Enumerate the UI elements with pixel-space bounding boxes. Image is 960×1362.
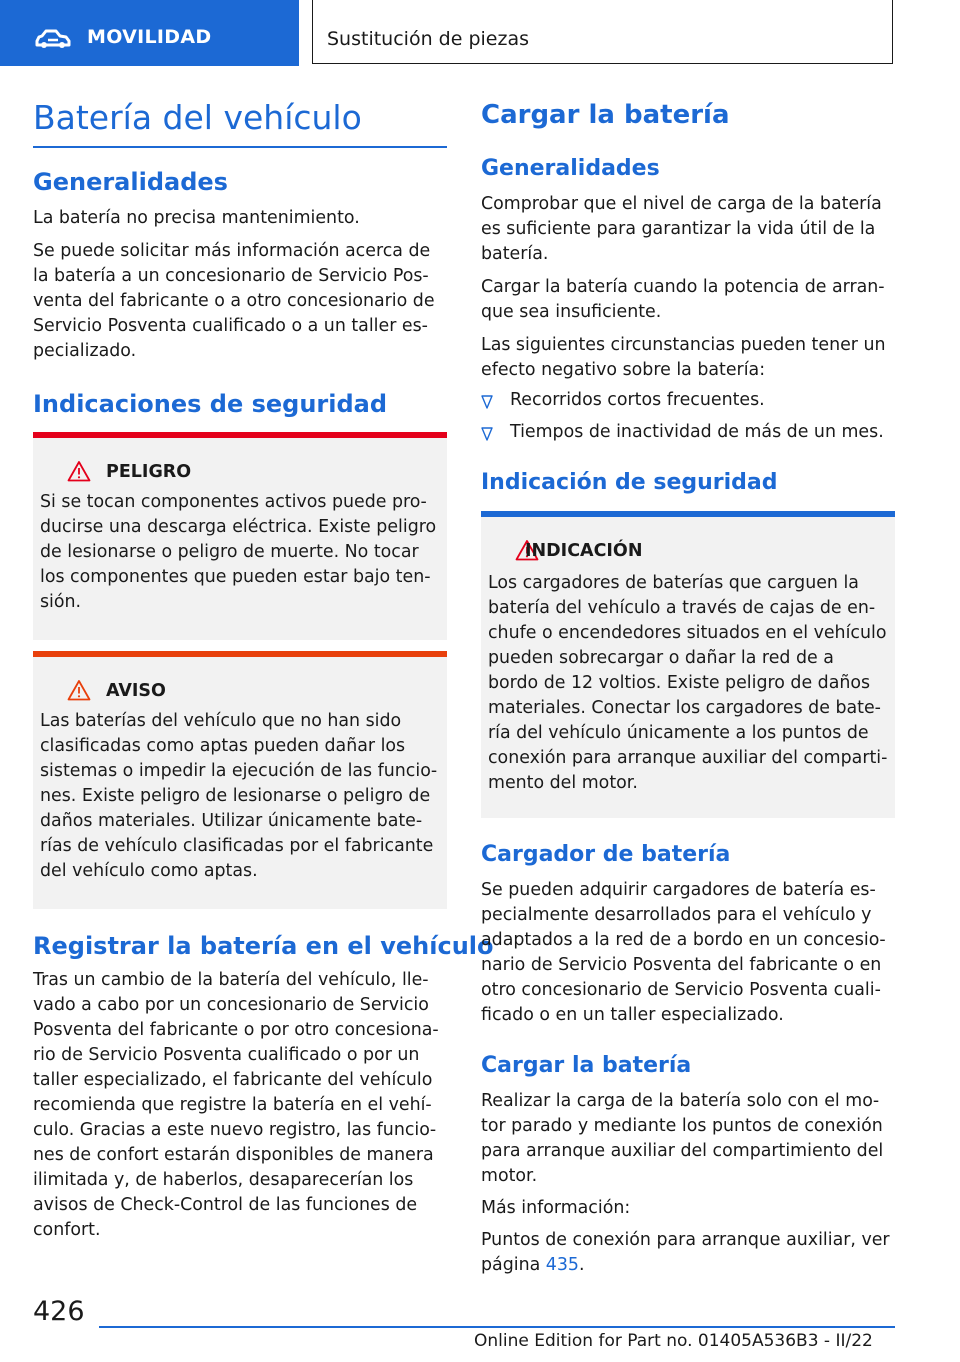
notice-title: PELIGRO [106,462,192,482]
text-line: Las siguientes circunstancias pueden tener un [481,335,886,355]
heading-cargador-bateria: Cargador de batería [481,842,731,867]
text-line: pecializado. [33,341,137,361]
section-tab-movilidad [0,0,299,66]
paragraph-comprobar [481,192,895,267]
ref-suffix: . [578,1255,585,1275]
notice-body [40,709,444,884]
section-label: MOVILIDAD [87,26,212,48]
text-line: sistemas o impedir la ejecución de las funcio‐ [40,761,438,781]
text-line: es suficiente para garantizar la vida útil de la [481,219,876,239]
paragraph-cargar-cuando [481,275,895,325]
text-line: Posventa del fabricante o por otro concesiona‐ [33,1020,439,1040]
chapter-label: Sustitución de piezas [327,28,529,50]
text-line: culo. Gracias a este nuevo registro, las funcio‐ [33,1120,437,1140]
list-item-text: Recorridos cortos frecuentes. [510,390,765,410]
paragraph-registrar [33,968,447,1243]
paragraph-mas-info [481,1196,895,1221]
text-line: Comprobar que el nivel de carga de la batería [481,194,882,214]
text-line: Se puede solicitar más información acerca de [33,241,431,261]
text-line: ría del vehículo únicamente a los puntos de [488,723,869,743]
bullet-triangle-icon [481,427,493,441]
heading-indicacion-seguridad: Indicación de seguridad [481,470,778,495]
notice-body [488,571,892,796]
page-number: 426 [33,1296,85,1327]
text-line: ilimitada y, de haberlos, desaparecerían los [33,1170,414,1190]
text-line: vado a cabo por un concesionario de Servicio [33,995,429,1015]
text-line: del vehículo como aptas. [40,861,258,881]
text-line: confort. [33,1220,101,1240]
text-line: Cargar la batería cuando la potencia de arran‐ [481,277,885,297]
text-line: bordo de 12 voltios. Existe peligro de daños [488,673,871,693]
text-line: sión. [40,592,82,612]
text-line: conexión para arranque auxiliar del comparti‐ [488,748,888,768]
text-line: para arranque auxiliar del compartimiento del [481,1141,884,1161]
page-header [0,0,960,66]
page-reference-link[interactable]: 435 [545,1255,579,1275]
heading-generalidades-right: Generalidades [481,156,660,181]
title-rule [33,146,447,148]
ref-prefix: página [481,1255,546,1275]
page-title-bateria: Batería del vehículo [33,98,362,137]
notice-bar-danger [33,432,447,438]
warning-triangle-icon [67,460,91,482]
notice-indicacion [481,511,895,818]
notice-title: AVISO [106,681,166,701]
list-item [481,422,895,447]
paragraph-realizar-carga [481,1089,895,1189]
bullet-triangle-icon [481,395,493,409]
text-line: los componentes que pueden estar bajo ten‐ [40,567,431,587]
text-line: chufe o encendedores situados en el vehículo [488,623,887,643]
text-line: rías de vehículo clasificadas por el fabricante [40,836,434,856]
text-line: Realizar la carga de la batería solo con el mo‐ [481,1091,880,1111]
text-line: Tras un cambio de la batería del vehículo, lle‐ [33,970,429,990]
text-line: avisos de Check-Control de las funciones de [33,1195,418,1215]
warning-triangle-icon [67,679,91,701]
text-line: pueden sobrecargar o dañar la red de a [488,648,834,668]
text-line: la batería a un concesionario de Servicio Pos‐ [33,266,429,286]
paragraph-mantenimiento [33,206,447,231]
text-line: batería. [481,244,549,264]
notice-body [40,490,444,615]
text-line: Más información: [481,1198,631,1218]
text-line: batería del vehículo a través de cajas de en‐ [488,598,876,618]
text-line: clasificadas como aptas pueden dañar los [40,736,406,756]
text-line: nes de confort estarán disponibles de manera [33,1145,434,1165]
text-line: motor. [481,1166,538,1186]
text-line: tor parado y mediante los puntos de conexión [481,1116,883,1136]
text-line: La batería no precisa mantenimiento. [33,208,360,228]
chapter-box [312,0,893,64]
text-line: Servicio Posventa cualificado o a un taller es‐ [33,316,428,336]
notice-bar-warning [33,651,447,657]
text-line: taller especializado, el fabricante del vehículo [33,1070,433,1090]
heading-cargar-bateria: Cargar la batería [481,100,730,130]
heading-registrar-bateria: Registrar la batería en el vehículo [33,932,494,960]
paragraph-referencia [481,1228,895,1278]
text-line: de lesionarse o peligro de muerte. No tocar [40,542,419,562]
footer-rule [99,1326,895,1328]
text-line: venta del fabricante o a otro concesionario de [33,291,435,311]
paragraph-circunstancias [481,333,895,383]
text-line: ficado o en un taller especializado. [481,1005,784,1025]
text-line: Puntos de conexión para arranque auxiliar, ver [481,1230,890,1250]
text-line: materiales. Conectar los cargadores de bate‐ [488,698,881,718]
text-line: recomienda que registre la batería en el vehí‐ [33,1095,432,1115]
notice-peligro [33,432,447,640]
list-item [481,390,895,415]
paragraph-cargador [481,878,895,1028]
heading-cargar-bateria-sub: Cargar la batería [481,1053,692,1078]
notice-aviso [33,651,447,909]
text-line: daños materiales. Utilizar únicamente bate‐ [40,811,423,831]
heading-generalidades-left: Generalidades [33,168,228,196]
text-line: pecialmente desarrollados para el vehículo y [481,905,872,925]
text-line: que sea insuficiente. [481,302,662,322]
text-line: ducirse una descarga eléctrica. Existe peligro [40,517,437,537]
text-line [481,1253,895,1278]
text-line: efecto negativo sobre la batería: [481,360,766,380]
notice-title: INDICACIÓN [525,541,643,561]
list-item-text: Tiempos de inactividad de más de un mes. [510,422,884,442]
text-line: Si se tocan componentes activos puede pro‐ [40,492,427,512]
text-line: Se pueden adquirir cargadores de batería es‐ [481,880,876,900]
footer-edition: Online Edition for Part no. 01405A536B3 - II/22 [474,1331,873,1351]
text-line: otro concesionario de Servicio Posventa cuali‐ [481,980,881,1000]
text-line: adaptados a la red de a bordo en un concesio‐ [481,930,886,950]
text-line: nes. Existe peligro de lesionarse o peligro de [40,786,431,806]
text-line: Las baterías del vehículo que no han sido [40,711,402,731]
text-line: Los cargadores de baterías que carguen la [488,573,859,593]
text-line: mento del motor. [488,773,638,793]
text-line: nario de Servicio Posventa del fabricante o en [481,955,882,975]
text-line: rio de Servicio Posventa cualificado o por un [33,1045,420,1065]
notice-bar-info [481,511,895,517]
car-icon [34,27,72,49]
paragraph-mas-informacion [33,239,447,364]
heading-indicaciones-seguridad: Indicaciones de seguridad [33,390,388,418]
